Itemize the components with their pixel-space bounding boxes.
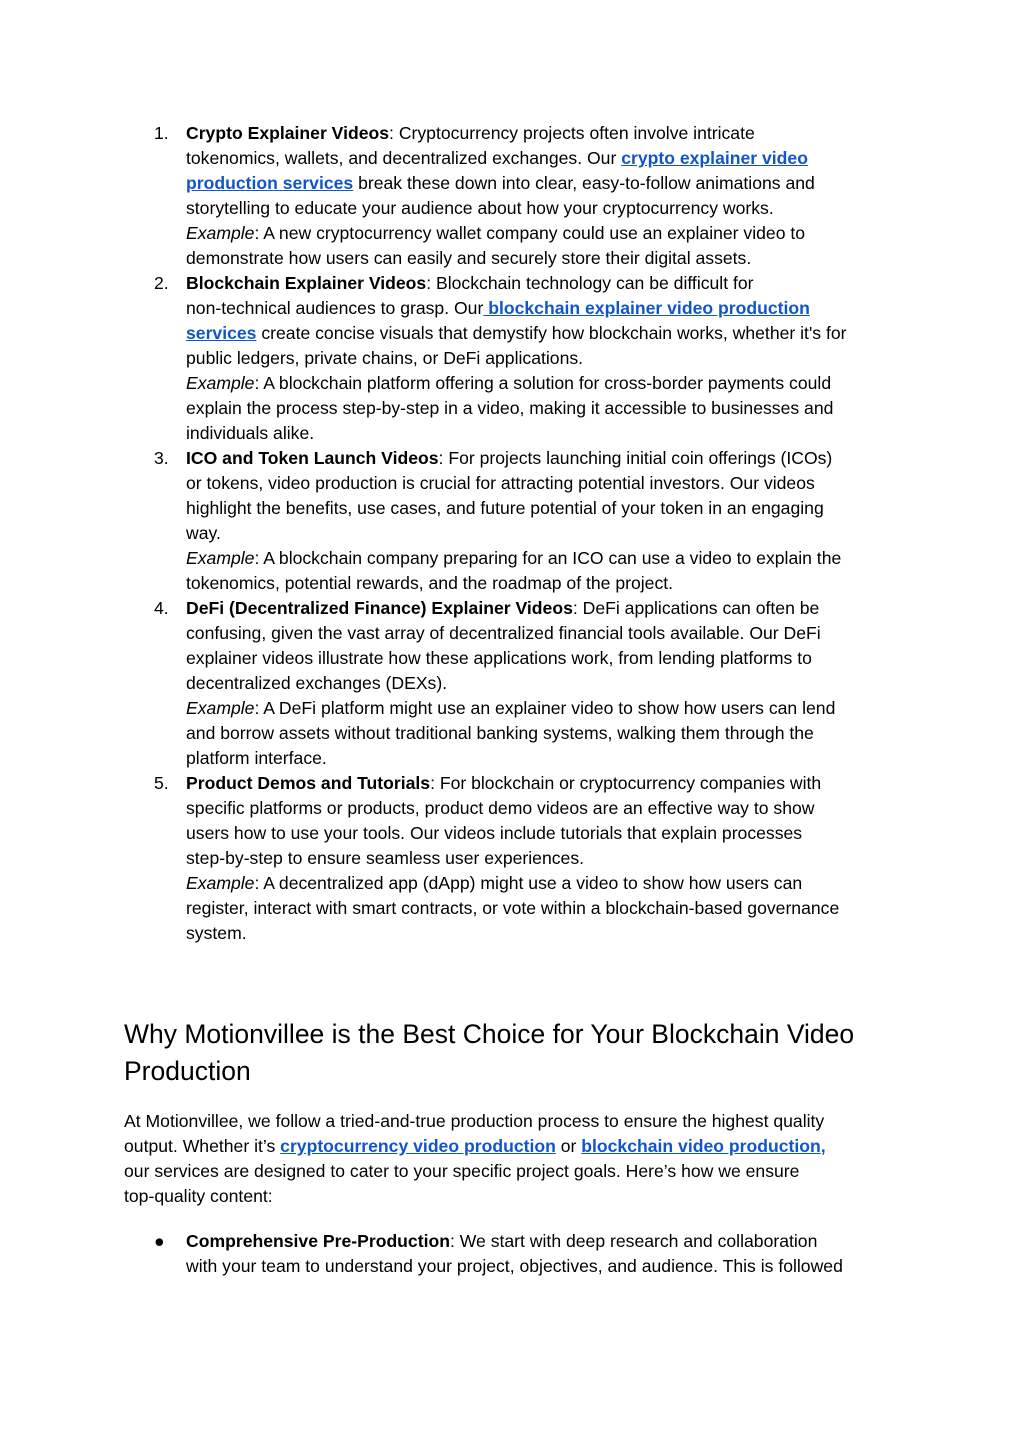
item-text: non-technical audiences to grasp. Our <box>186 298 484 318</box>
example-text: demonstrate how users can easily and securely store their digital assets. <box>186 248 752 268</box>
list-number: 4. <box>154 598 169 618</box>
list-item <box>124 121 904 271</box>
intro-text: At Motionvillee, we follow a tried-and-true production process to ensure the highest quality <box>124 1111 825 1131</box>
bullet-title: Comprehensive Pre-Production <box>186 1231 450 1251</box>
intro-text: output. Whether it’s <box>124 1136 281 1156</box>
bullet-item <box>124 1229 904 1279</box>
list-item <box>124 446 904 596</box>
cryptocurrency-video-production-link[interactable]: cryptocurrency video production <box>280 1136 556 1156</box>
intro-text: top-quality content: <box>124 1186 273 1206</box>
example-text: system. <box>186 923 247 943</box>
crypto-explainer-link-cont[interactable]: production services <box>186 173 354 193</box>
example-text: and borrow assets without traditional banking systems, walking them through the <box>186 723 814 743</box>
example-text: individuals alike. <box>186 423 315 443</box>
item-text: create concise visuals that demystify how blockchain works, whether it's for <box>256 323 847 343</box>
example-text: explain the process step-by-step in a video, making it accessible to businesses and <box>186 398 834 418</box>
item-text: way. <box>186 523 221 543</box>
blockchain-explainer-link-cont[interactable]: services <box>186 323 257 343</box>
video-types-list <box>124 121 904 946</box>
bullet-text: : We start with deep research and collaboration <box>449 1231 818 1251</box>
example-text: : A DeFi platform might use an explainer video to show how users can lend <box>254 698 836 718</box>
list-item <box>124 596 904 771</box>
intro-text: our services are designed to cater to your specific project goals. Here’s how we ensure <box>124 1161 800 1181</box>
example-text: : A blockchain company preparing for an ICO can use a video to explain the <box>254 548 842 568</box>
item-text: : DeFi applications can often be <box>572 598 820 618</box>
item-text: step-by-step to ensure seamless user experiences. <box>186 848 585 868</box>
item-text: : For projects launching initial coin offerings (ICOs) <box>438 448 833 468</box>
list-item <box>124 771 904 946</box>
process-bullet-list <box>124 1229 904 1279</box>
blockchain-explainer-link[interactable]: blockchain explainer video production <box>483 298 810 318</box>
bullet-text: with your team to understand your project, objectives, and audience. This is followed <box>186 1256 843 1276</box>
list-number: 1. <box>154 123 169 143</box>
example-text: : A blockchain platform offering a solution for cross-border payments could <box>254 373 832 393</box>
list-number: 2. <box>154 273 169 293</box>
item-title: Crypto Explainer Videos <box>186 123 390 143</box>
item-text: specific platforms or products, product demo videos are an effective way to show <box>186 798 815 818</box>
item-title: ICO and Token Launch Videos <box>186 448 439 468</box>
item-title: Blockchain Explainer Videos <box>186 273 427 293</box>
item-text: users how to use your tools. Our videos include tutorials that explain processes <box>186 823 803 843</box>
item-text: public ledgers, private chains, or DeFi applications. <box>186 348 584 368</box>
example-label: Example <box>186 698 255 718</box>
example-label: Example <box>186 873 255 893</box>
example-label: Example <box>186 373 255 393</box>
item-text: break these down into clear, easy-to-follow animations and <box>353 173 815 193</box>
example-text: : A new cryptocurrency wallet company could use an explainer video to <box>254 223 806 243</box>
crypto-explainer-link[interactable]: crypto explainer video <box>621 148 808 168</box>
example-text: register, interact with smart contracts, or vote within a blockchain-based governance <box>186 898 840 918</box>
item-text: confusing, given the vast array of decentralized financial tools available. Our DeFi <box>186 623 821 643</box>
item-text: or tokens, video production is crucial for attracting potential investors. Our videos <box>186 473 815 493</box>
section-heading <box>124 1016 854 1090</box>
item-text: explainer videos illustrate how these applications work, from lending platforms to <box>186 648 812 668</box>
bullet-icon: ● <box>154 1231 165 1251</box>
blockchain-video-production-link[interactable] <box>581 1136 825 1156</box>
section-heading-line: Production <box>124 1056 251 1086</box>
link-comma: , <box>820 1136 826 1156</box>
section-heading-line: Why Motionvillee is the Best Choice for Your Blockchain Video <box>124 1019 855 1049</box>
example-text: : A decentralized app (dApp) might use a video to show how users can <box>254 873 803 893</box>
example-label: Example <box>186 223 255 243</box>
item-title: DeFi (Decentralized Finance) Explainer Videos <box>186 598 573 618</box>
list-number: 5. <box>154 773 169 793</box>
example-label: Example <box>186 548 255 568</box>
list-item <box>124 271 904 446</box>
item-title: Product Demos and Tutorials <box>186 773 431 793</box>
item-text: : Cryptocurrency projects often involve intricate <box>389 123 755 143</box>
link-text: blockchain video production <box>581 1136 821 1156</box>
item-text: decentralized exchanges (DEXs). <box>186 673 448 693</box>
example-text: platform interface. <box>186 748 327 768</box>
intro-text: or <box>555 1136 582 1156</box>
intro-paragraph <box>124 1109 904 1209</box>
item-text: tokenomics, wallets, and decentralized exchanges. Our <box>186 148 622 168</box>
list-number: 3. <box>154 448 169 468</box>
item-text: : For blockchain or cryptocurrency companies with <box>430 773 822 793</box>
item-text: : Blockchain technology can be difficult for <box>426 273 754 293</box>
item-text: storytelling to educate your audience about how your cryptocurrency works. <box>186 198 774 218</box>
item-text: highlight the benefits, use cases, and future potential of your token in an engaging <box>186 498 824 518</box>
example-text: tokenomics, potential rewards, and the roadmap of the project. <box>186 573 674 593</box>
